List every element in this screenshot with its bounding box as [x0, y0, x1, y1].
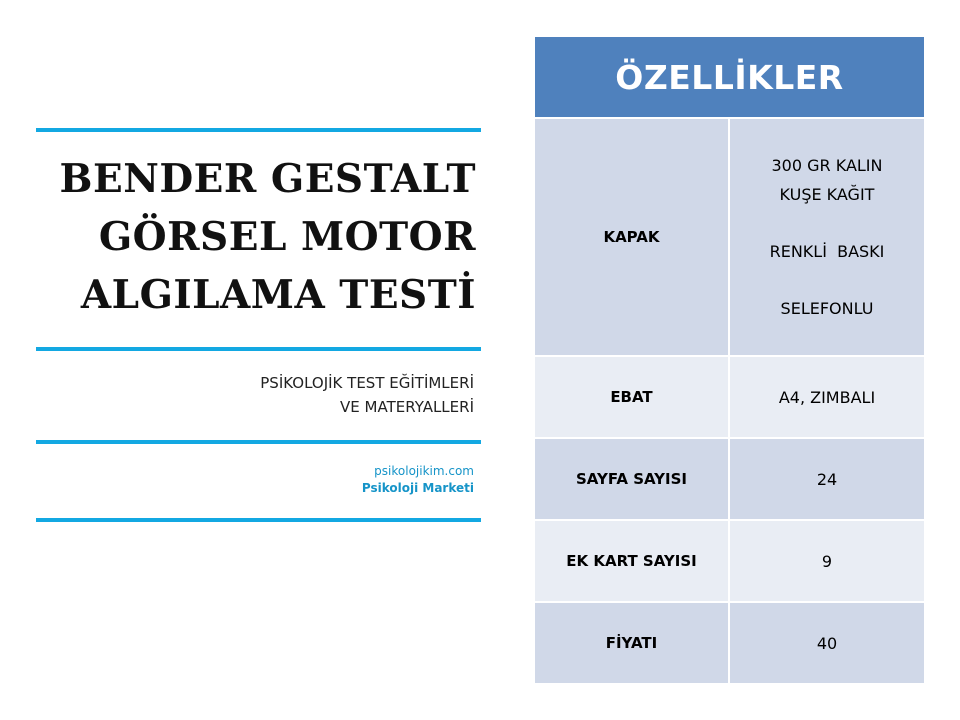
spec-label-size: EBAT — [534, 356, 729, 438]
cover-spacer — [730, 266, 924, 294]
spec-label-cover: KAPAK — [534, 118, 729, 356]
subtitle — [36, 371, 474, 419]
cover-spacer — [730, 209, 924, 237]
title-line-2: GÖRSEL MOTOR — [98, 214, 476, 260]
subtitle-line-1: PSİKOLOJİK TEST EĞİTİMLERİ — [260, 374, 474, 392]
brand-site: psikolojikim.com — [374, 464, 474, 478]
table-row — [534, 438, 925, 520]
cover-line-3: RENKLİ BASKI — [769, 242, 885, 261]
divider-rule-middle — [36, 347, 481, 351]
spec-value-size: A4, ZIMBALI — [729, 356, 925, 438]
spec-value-page-count: 24 — [729, 438, 925, 520]
brand-block — [36, 463, 474, 497]
divider-rule-lower — [36, 440, 481, 444]
cover-line-1: 300 GR KALIN — [771, 156, 883, 175]
divider-rule-bottom — [36, 518, 481, 522]
spec-label-page-count: SAYFA SAYISI — [534, 438, 729, 520]
spec-value-cover — [729, 118, 925, 356]
table-row — [534, 118, 925, 356]
spec-value-card-count: 9 — [729, 520, 925, 602]
specs-header: ÖZELLİKLER — [534, 36, 925, 118]
title-line-1: BENDER GESTALT — [59, 156, 476, 202]
spec-label-card-count: EK KART SAYISI — [534, 520, 729, 602]
divider-rule-top — [36, 128, 481, 132]
table-row — [534, 356, 925, 438]
page-title — [36, 150, 476, 324]
cover-line-4: SELEFONLU — [780, 299, 874, 318]
cover-line-2: KUŞE KAĞIT — [779, 185, 875, 204]
title-line-3: ALGILAMA TESTİ — [80, 272, 476, 318]
subtitle-line-2: VE MATERYALLERİ — [340, 398, 474, 416]
table-row — [534, 602, 925, 684]
specs-table — [533, 35, 926, 685]
table-row — [534, 520, 925, 602]
spec-value-price: 40 — [729, 602, 925, 684]
brand-name: Psikoloji Marketi — [361, 481, 474, 495]
spec-label-price: FİYATI — [534, 602, 729, 684]
